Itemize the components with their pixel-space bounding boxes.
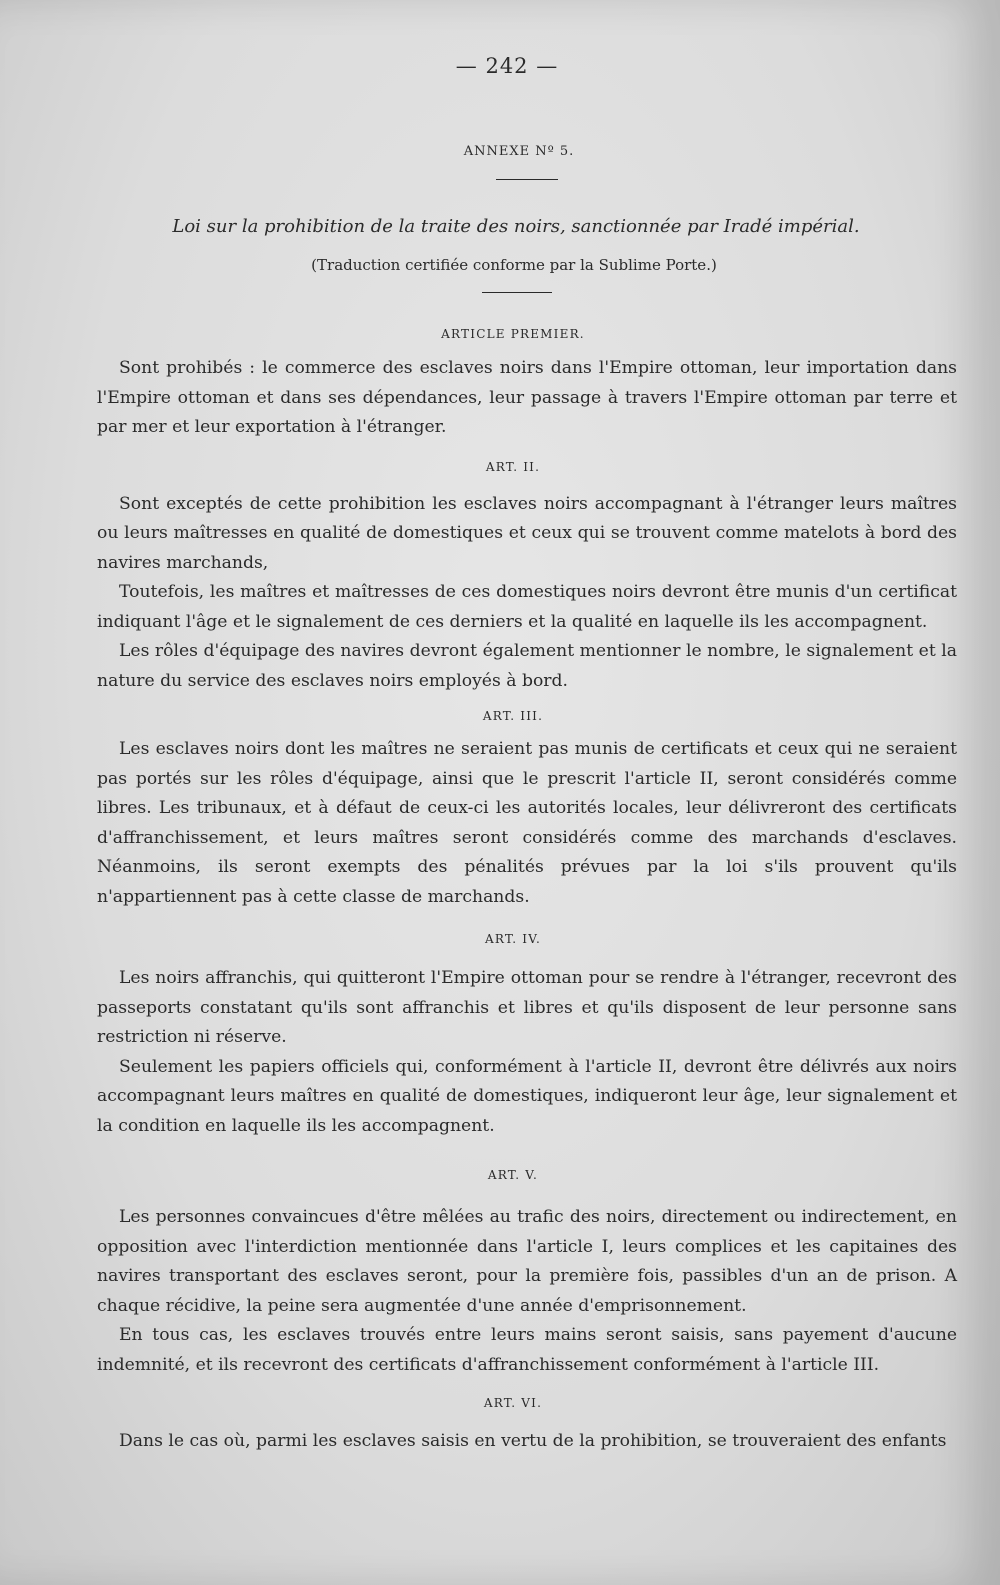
page-number: — 242 — <box>455 54 559 78</box>
article-paragraph: Dans le cas où, parmi les esclaves saisis en vertu de la prohibition, se trouveraient des enfants <box>119 1431 947 1451</box>
article-paragraph: Les rôles d'équipage des navires devront également mentionner le nombre, le signalement et la nature du service des esclaves noirs employés à bord. <box>97 641 957 691</box>
article-paragraph: Seulement les papiers officiels qui, conformément à l'article II, devront être délivrés aux noirs accompagnant leurs maîtres en qualité de domestiques, indiqueront leur âge, leur signalement et la condition en laquelle ils les accompagnent. <box>97 1056 957 1136</box>
article-paragraph: Sont prohibés : le commerce des esclaves noirs dans l'Empire ottoman, leur importation dans l'Empire ottoman et dans ses dépendances, leur passage à travers l'Empire ottoman par terre et par mer et leur exportation à l'étranger. <box>97 358 957 437</box>
article-paragraph: Les personnes convaincues d'être mêlées au trafic des noirs, directement ou indirectement, en opposition avec l'interdiction mentionnée dans l'article I, leurs complices et les capitaines des navires transportant des esclaves seront, pour la première fois, passibles d'un an de prison. A chaque récidive, la peine sera augmentée d'une année d'emprisonnement. <box>97 1207 957 1316</box>
article-heading: ARTICLE PREMIER. <box>441 327 585 341</box>
law-title: Loi sur la prohibition de la traite des noirs, sanctionnée par Iradé impérial. <box>172 216 860 237</box>
article-heading: ART. III. <box>482 709 544 723</box>
article-paragraph: Toutefois, les maîtres et maîtresses de ces domestiques noirs devront être munis d'un certificat indiquant l'âge et le signalement de ces derniers et la qualité en laquelle ils les accompagnent. <box>97 582 957 632</box>
separator-rule <box>482 292 552 293</box>
article-paragraph: Les noirs affranchis, qui quitteront l'Empire ottoman pour se rendre à l'étranger, recevront des passeports constatant qu'ils sont affranchis et libres et qu'ils disposent de leur personne sans restriction ni réserve. <box>97 968 957 1047</box>
article-heading: ART. VI. <box>483 1396 543 1410</box>
annex-label: ANNEXE Nº 5. <box>463 144 575 159</box>
article-paragraph: En tous cas, les esclaves trouvés entre leurs mains seront saisis, sans payement d'aucune indemnité, et ils recevront des certificats d'affranchissement conformément à l'article III. <box>97 1325 957 1375</box>
page-content <box>97 40 957 1457</box>
article-paragraph: Sont exceptés de cette prohibition les esclaves noirs accompagnant à l'étranger leurs maîtres ou leurs maîtresses en qualité de domestiques et ceux qui se trouvent comme matelots à bord des navires marchands, <box>97 493 957 573</box>
separator-rule <box>496 179 558 180</box>
article-heading: ART. V. <box>487 1168 539 1182</box>
article-heading: ART. IV. <box>484 932 542 946</box>
article-heading: ART. II. <box>485 459 541 474</box>
translation-note: (Traduction certifiée conforme par la Sublime Porte.) <box>311 256 717 274</box>
article-paragraph: Les esclaves noirs dont les maîtres ne seraient pas munis de certificats et ceux qui ne seraient pas portés sur les rôles d'équipage, ainsi que le prescrit l'article II, seront considérés comme libres. Les tribunaux, et à défaut de ceux-ci les autorités locales, leur délivreront des certificats d'affranchissement, et leurs maîtres seront considérés comme des marchands d'esclaves. Néanmoins, ils seront exempts des pénalités prévues par la loi s'ils prouvent qu'ils n'appartiennent pas à cette classe de marchands. <box>97 739 957 907</box>
